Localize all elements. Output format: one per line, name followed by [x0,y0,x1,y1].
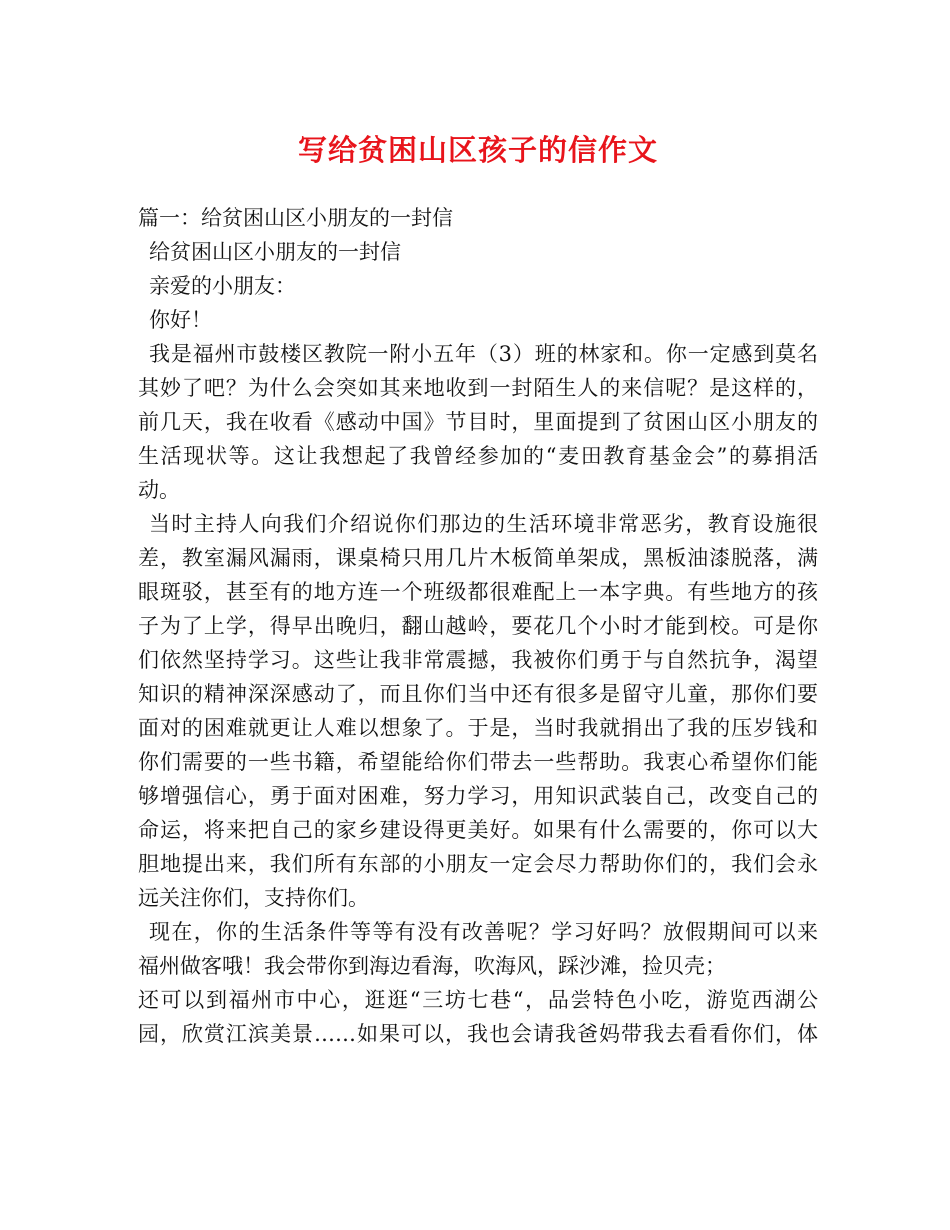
paragraph-line: 胆地提出来，我们所有东部的小朋友一定会尽力帮助你们的，我们会永 [138,852,818,876]
paragraph-line: 远关注你们，支持你们。 [138,886,369,910]
paragraph-line: 动。 [138,478,180,502]
paragraph-line: 们依然坚持学习。这些让我非常震撼，我被你们勇于与自然抗争，渴望 [138,648,818,672]
paragraph-line: 当时主持人向我们介绍说你们那边的生活环境非常恶劣，教育设施很 [149,512,818,536]
paragraph-line: 够增强信心，勇于面对困难，努力学习，用知识武装自己，改变自己的 [138,784,818,808]
paragraph-line: 知识的精神深深感动了，而且你们当中还有很多是留守儿童，那你们要 [138,682,818,706]
paragraph-line: 园，欣赏江滨美景……如果可以，我也会请我爸妈带我去看看你们，体 [138,1022,818,1046]
paragraph-line: 其妙了吧？为什么会突如其来地收到一封陌生人的来信呢？是这样的， [138,376,818,400]
paragraph-line: 眼斑驳，甚至有的地方连一个班级都很难配上一本字典。有些地方的孩 [138,580,818,604]
document-title: 写给贫困山区孩子的信作文 [297,133,658,167]
letter-title: 给贫困山区小朋友的一封信 [149,240,401,264]
paragraph-line: 还可以到福州市中心，逛逛“三坊七巷“，品尝特色小吃，游览西湖公 [138,988,818,1012]
paragraph-line: 命运，将来把自己的家乡建设得更美好。如果有什么需要的，你可以大 [138,818,818,842]
paragraph-line: 子为了上学，得早出晚归，翻山越岭，要花几个小时才能到校。可是你 [138,614,818,638]
salutation: 亲爱的小朋友： [149,274,296,298]
paragraph-line: 差，教室漏风漏雨，课桌椅只用几片木板简单架成，黑板油漆脱落，满 [138,546,818,570]
paragraph-line: 福州做客哦！我会带你到海边看海，吹海风，踩沙滩，捡贝壳； [138,954,726,978]
greeting: 你好！ [149,308,212,332]
paragraph-line: 生活现状等。这让我想起了我曾经参加的“麦田教育基金会”的募捐活 [138,444,818,468]
paragraph-line: 我是福州市鼓楼区教院一附小五年（3）班的林家和。你一定感到莫名 [149,342,818,366]
paragraph-line: 现在，你的生活条件等等有没有改善呢？学习好吗？放假期间可以来 [149,920,818,944]
paragraph-line: 你们需要的一些书籍，希望能给你们带去一些帮助。我衷心希望你们能 [138,750,818,774]
section-heading: 篇一：给贫困山区小朋友的一封信 [138,206,453,230]
letter-body [138,201,818,1051]
paragraph-line: 面对的困难就更让人难以想象了。于是，当时我就捐出了我的压岁钱和 [138,716,818,740]
paragraph-line: 前几天，我在收看《感动中国》节目时，里面提到了贫困山区小朋友的 [138,410,818,434]
